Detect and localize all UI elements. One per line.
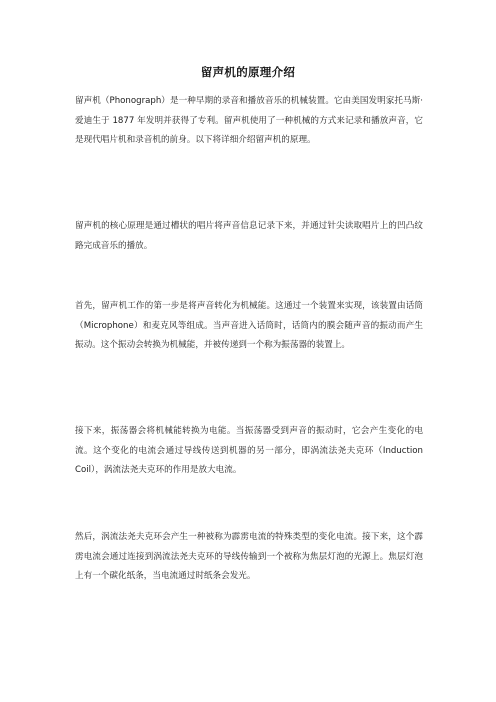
paragraph-core-principle: 留声机的核心原理是通过槽状的唱片将声音信息记录下来，并通过针尖读取唱片上的凹凸纹路完成音乐的播放。 (75, 221, 423, 251)
paragraph-step-one: 首先，留声机工作的第一步是将声音转化为机械能。这通过一个装置来实现，该装置由话筒（Microphone）和麦克风等组成。当声音进入话筒时，话筒内的膜会随声音的振动而产生振动。这个振动会转换为机械能，并被传递到一个称为振荡器的装置上。 (75, 301, 423, 351)
paragraph-intro: 留声机（Phonograph）是一种早期的录音和播放音乐的机械装置。它由美国发明家托马斯·爱迪生于 1877 年发明并获得了专利。留声机使用了一种机械的方式来记录和播放声音，它是现代唱片机和录音机的前身。以下将详细介绍留声机的原理。 (75, 96, 423, 146)
document-title: 留声机的原理介绍 (200, 65, 296, 79)
paragraph-step-two: 接下来，振荡器会将机械能转换为电能。当振荡器受到声音的振动时，它会产生变化的电流。这个变化的电流会通过导线传送到机器的另一部分，即涡流法尧夫克环（Induction Coil），涡流法尧夫克环的作用是放大电流。 (75, 426, 423, 476)
paragraph-step-three: 然后，涡流法尧夫克环会产生一种被称为霹雳电流的特殊类型的变化电流。接下来，这个霹雳电流会通过连接到涡流法尧夫克环的导线传输到一个被称为焦层灯泡的光源上。焦层灯泡上有一个碳化纸条，当电流通过时纸条会发光。 (75, 532, 423, 582)
